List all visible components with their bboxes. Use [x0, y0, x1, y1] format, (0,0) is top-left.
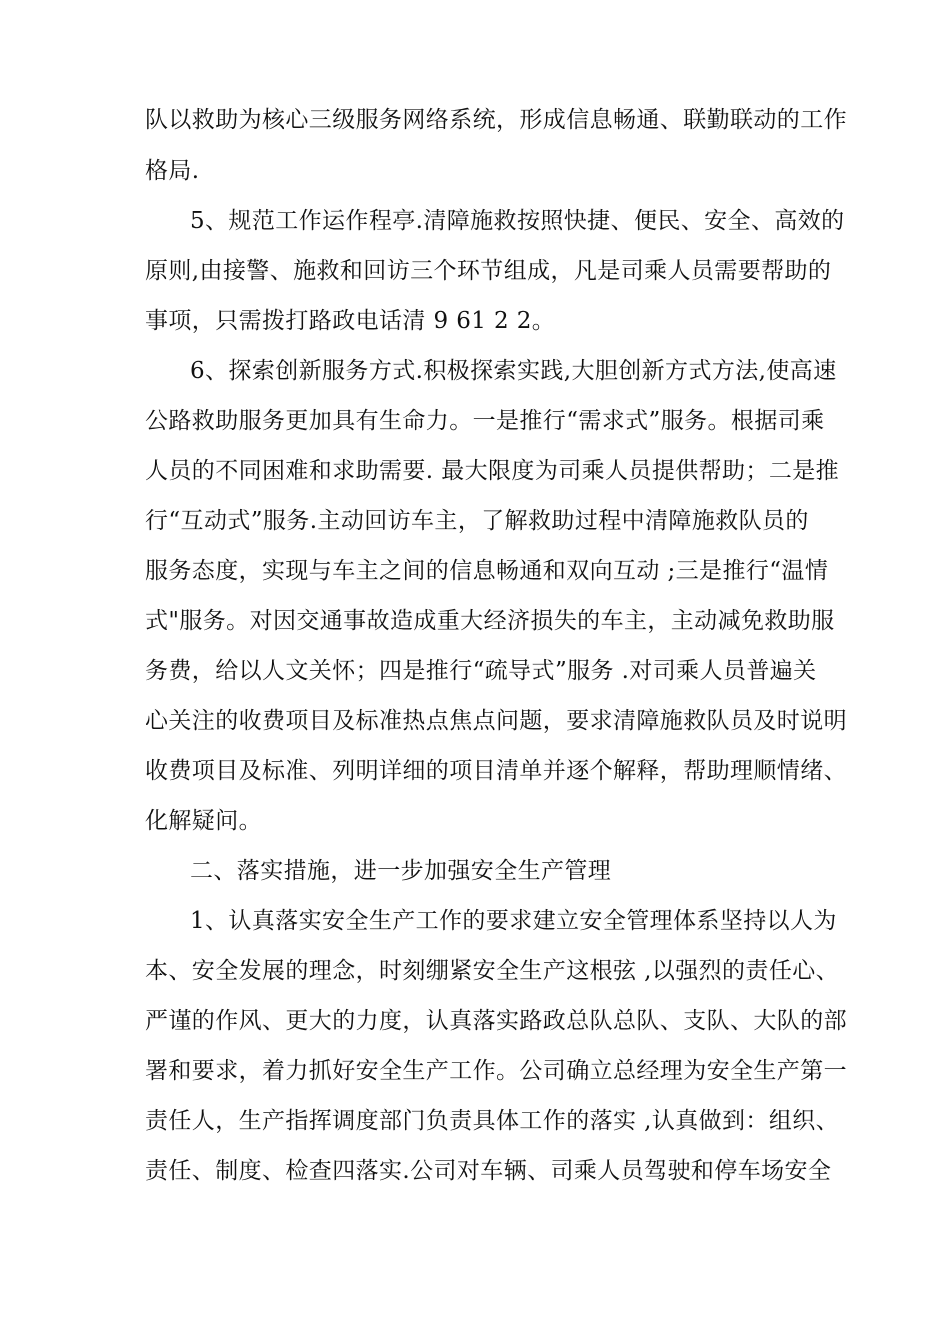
text-line: 务费，给以人文关怀；四是推行“疏导式”服务 .对司乘人员普遍关 [145, 658, 817, 684]
text-line: 5、规范工作运作程亭.清障施救按照快捷、便民、安全、高效的 [190, 208, 845, 234]
text-line: 行“互动式”服务.主动回访车主，了解救助过程中清障施救队员的 [145, 508, 809, 534]
text-line: 本、安全发展的理念，时刻绷紧安全生产这根弦 ,以强烈的责任心、 [145, 958, 840, 984]
text-line: 心关注的收费项目及标准热点焦点问题，要求清障施救队员及时说明 [145, 708, 847, 734]
text-line: 服务态度，实现与车主之间的信息畅通和双向互动 ;三是推行“温情 [145, 558, 829, 584]
text-line: 事项，只需拨打路政电话清 9 61 2 2。 [145, 308, 556, 334]
text-line: 1、认真落实安全生产工作的要求建立安全管理体系坚持以人为 [190, 908, 837, 934]
text-line: 格局. [145, 158, 200, 184]
text-line: 队以救助为核心三级服务网络系统，形成信息畅通、联勤联动的工作 [145, 107, 847, 133]
text-line: 严谨的作风、更大的力度，认真落实路政总队总队、支队、大队的部 [145, 1008, 847, 1034]
text-line: 责任人，生产指挥调度部门负责具体工作的落实 ,认真做到：组织、 [145, 1108, 840, 1134]
text-line: 责任、制度、检查四落实.公司对车辆、司乘人员驾驶和停车场安全 [145, 1158, 832, 1184]
text-line: 原则,由接警、施救和回访三个环节组成，凡是司乘人员需要帮助的 [145, 258, 832, 284]
text-line: 式"服务。对因交通事故造成重大经济损失的车主，主动减免救助服 [145, 608, 835, 634]
text-line: 人员的不同困难和求助需要. 最大限度为司乘人员提供帮助；二是推 [145, 458, 840, 484]
text-line: 化解疑问。 [145, 808, 262, 834]
text-line: 6、探索创新服务方式.积极探索实践,大胆创新方式方法,使高速 [190, 358, 837, 384]
text-line: 收费项目及标准、列明详细的项目清单并逐个解释，帮助理顺情绪、 [145, 758, 847, 784]
text-line: 公路救助服务更加具有生命力。一是推行“需求式”服务。根据司乘 [145, 408, 825, 434]
section-heading: 二、落实措施，进一步加强安全生产管理 [190, 858, 612, 884]
text-line: 署和要求，着力抓好安全生产工作。公司确立总经理为安全生产第一 [145, 1058, 847, 1084]
